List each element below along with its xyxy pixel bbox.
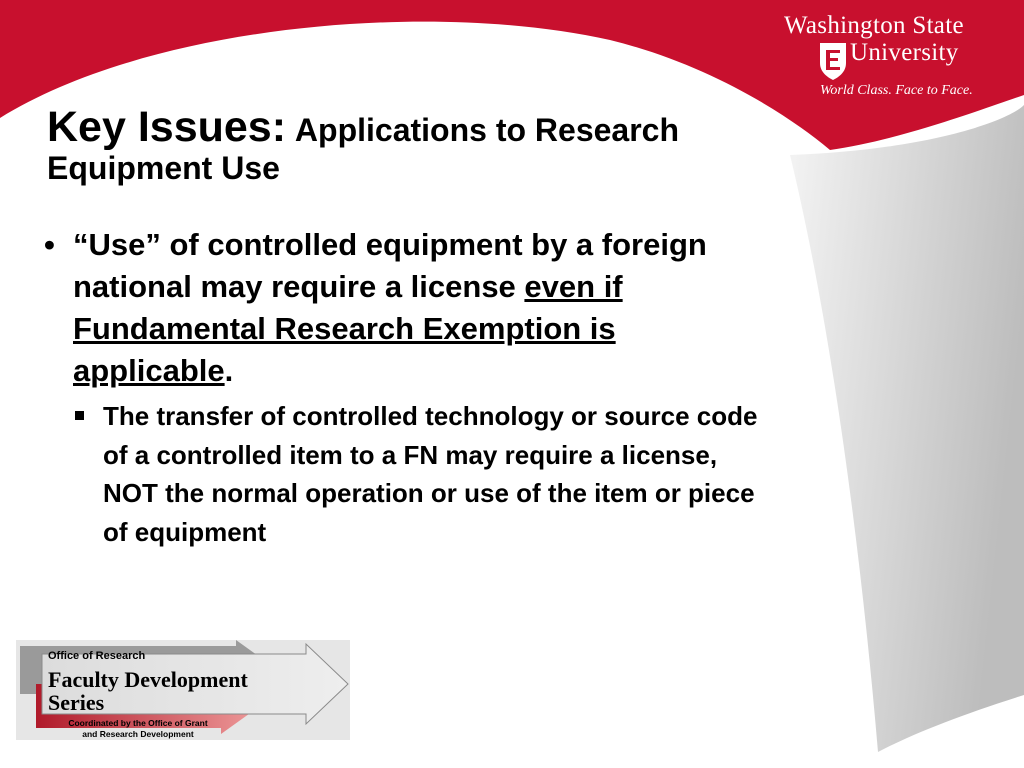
- badge-coordinated-by: [48, 718, 228, 740]
- sub-bullet-text: The transfer of controlled technology or source code of a controlled item to a FN may require a license, NOT the normal operation or use of the item or piece of equipment: [103, 401, 758, 547]
- bullet-text: [73, 224, 744, 392]
- logo-university-name: Washington State: [784, 12, 964, 39]
- title-subtitle-line1: Applications to Research: [294, 112, 680, 148]
- logo-tagline: World Class. Face to Face.: [820, 83, 973, 98]
- gray-panel-shape: [790, 105, 1024, 752]
- wsu-logo: [778, 8, 1014, 108]
- wsu-cougar-shield-icon: [818, 41, 848, 81]
- bullet-text-underlined: even if Fundamental Research Exemption is applicable: [73, 269, 623, 388]
- square-bullet-icon: [75, 411, 84, 420]
- badge-title-line2: Series: [48, 690, 105, 715]
- bullet-text-period: .: [224, 353, 234, 388]
- badge-coord-line1: Coordinated by the Office of Grant: [68, 718, 208, 728]
- title-subtitle-line2: Equipment Use: [47, 150, 280, 187]
- logo-university-word: University: [850, 39, 959, 66]
- badge-title-line1: Faculty Development: [48, 667, 248, 692]
- faculty-development-series-badge: [16, 640, 350, 740]
- bullet-marker: •: [44, 227, 55, 262]
- slide-title: [47, 104, 847, 186]
- bullet-level1: [44, 224, 744, 392]
- bullet-text-plain: “Use” of controlled equipment by a foreign national may require a license: [73, 227, 707, 304]
- title-main: Key Issues:: [47, 103, 287, 151]
- bullet-level2: [75, 397, 765, 551]
- badge-office-label: Office of Research: [48, 650, 146, 662]
- badge-coord-line2: and Research Development: [82, 729, 194, 739]
